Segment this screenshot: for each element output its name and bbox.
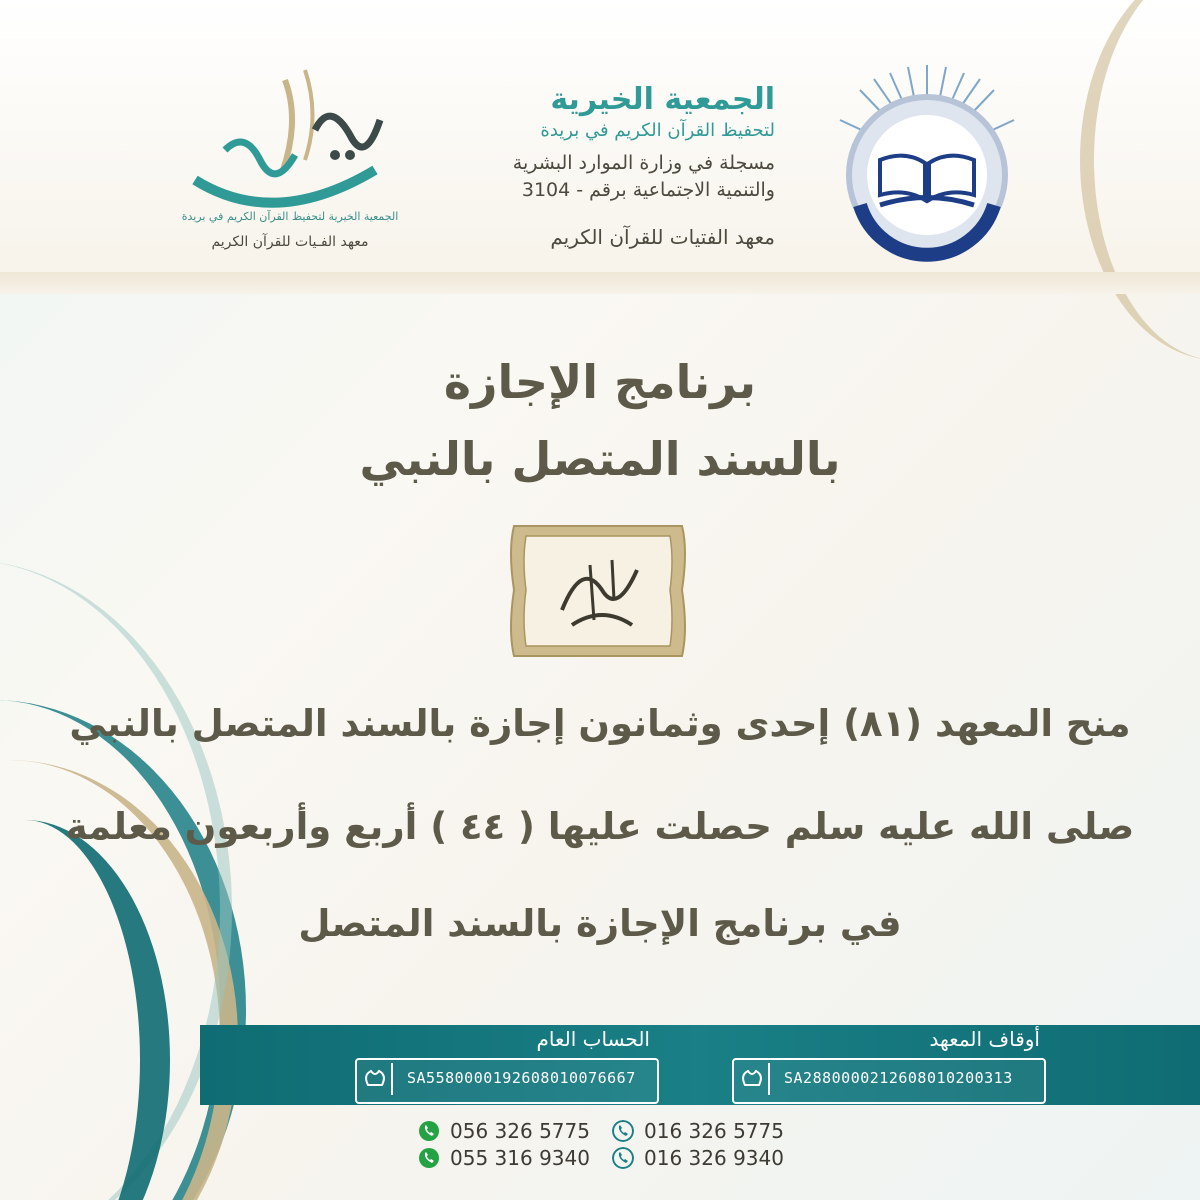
header	[0, 0, 1200, 285]
registration-number-line: والتنمية الاجتماعية برقم - 3104	[521, 179, 775, 201]
decorative-curve	[1080, 0, 1200, 360]
salawat-calligraphy-plaque	[502, 520, 694, 662]
institute-calligraphy-logo	[165, 60, 415, 260]
phone-icon	[612, 1120, 634, 1142]
awqaf-account-label: أوقاف المعهد	[929, 1027, 1040, 1051]
landline-2-number: 016 326 9340	[644, 1146, 784, 1170]
awqaf-account-box	[732, 1058, 1046, 1104]
organization-info	[440, 82, 775, 252]
association-logo	[820, 55, 1035, 270]
body-line-2: صلى الله عليه سلم حصلت عليها ( ٤٤ ) أربع وأربعون معلمة	[65, 805, 1135, 848]
registration-line: مسجلة في وزارة الموارد البشرية	[512, 152, 775, 174]
body-line-3: في برنامج الإجازة بالسند المتصل	[298, 902, 902, 945]
page-title-line2: بالسند المتصل بالنبي	[359, 432, 841, 486]
general-account-label: الحساب العام	[536, 1027, 650, 1051]
phone-icon	[612, 1147, 634, 1169]
landline-1-number: 016 326 5775	[644, 1119, 784, 1143]
organization-subtitle: لتحفيظ القرآن الكريم في بريدة	[540, 120, 775, 141]
general-account-box	[355, 1058, 659, 1104]
awqaf-iban: SA2880000212608010200313	[784, 1069, 1013, 1087]
bank-icon	[361, 1063, 393, 1095]
logo-subtitle: الجمعية الخيرية لتحفيظ القرآن الكريم في بريدة	[181, 210, 399, 223]
page-title-line1: برنامج الإجازة	[443, 355, 757, 409]
body-line-1: منح المعهد (٨١) إحدى وثمانون إجازة بالسند المتصل بالنبي	[69, 702, 1131, 745]
whatsapp-1-number: 056 326 5775	[450, 1119, 590, 1143]
logo-institute-name: معهد الفـيات للقرآن الكريم	[211, 234, 369, 250]
bank-accounts-band	[200, 1025, 1200, 1105]
general-iban: SA5580000192608010076667	[407, 1069, 636, 1087]
whatsapp-icon	[418, 1120, 440, 1142]
institute-name: معهد الفتيات للقرآن الكريم	[550, 225, 775, 249]
whatsapp-icon	[418, 1147, 440, 1169]
header-divider	[0, 272, 1200, 294]
organization-name: الجمعية الخيرية	[550, 82, 775, 117]
whatsapp-2-number: 055 316 9340	[450, 1146, 590, 1170]
bank-icon	[738, 1063, 770, 1095]
